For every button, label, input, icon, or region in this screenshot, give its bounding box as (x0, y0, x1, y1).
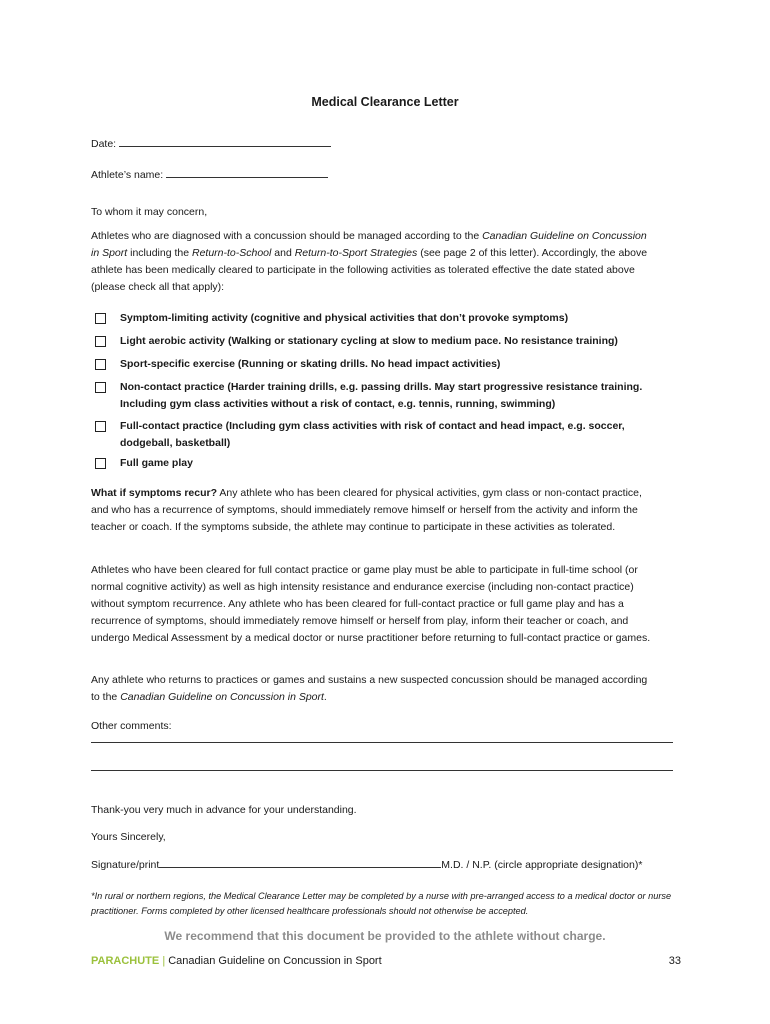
salutation: To whom it may concern, (91, 206, 208, 218)
new-concussion-paragraph (91, 672, 651, 706)
checklist-item (95, 418, 655, 452)
checkbox[interactable] (95, 313, 106, 324)
designation-text: M.D. / N.P. (circle appropriate designation)* (441, 859, 643, 871)
athlete-name-field[interactable] (166, 166, 328, 178)
comment-line-2[interactable] (91, 770, 673, 771)
footnote: *In rural or northern regions, the Medical Clearance Letter may be completed by a nurse with pre-arranged access to a medical doctor or nurse practitioner. Forms completed by other licensed healthcare professionals should not otherwise be accepted. (91, 891, 672, 916)
closing-text: Yours Sincerely, (91, 831, 166, 843)
intro-text-b: including the (127, 247, 192, 259)
date-label: Date: (91, 138, 117, 150)
intro-paragraph (91, 228, 651, 296)
cleared-paragraph (91, 562, 651, 647)
footer-title: Canadian Guideline on Concussion in Sport (168, 955, 382, 967)
page-footer (91, 954, 681, 969)
checklist-label: Symptom-limiting activity (cognitive and physical activities that don’t provoke symptoms) (120, 312, 569, 324)
new-concussion-guideline: Canadian Guideline on Concussion in Sport (120, 691, 324, 703)
signature-label: Signature/print (91, 859, 160, 871)
intro-return-to-sport: Return-to-Sport Strategies (294, 247, 418, 259)
checklist-item (95, 379, 655, 413)
other-comments-label: Other comments: (91, 720, 172, 732)
intro-text-d: (see page 2 of this letter). Accordingly, the above athlete has been medically cleared to participate in the following activities as tolerated effective the date stated above (please check all that apply): (91, 247, 648, 293)
signature-row (91, 856, 642, 874)
checkbox[interactable] (95, 382, 106, 393)
page-title: Medical Clearance Letter (311, 95, 459, 109)
checklist-label: Sport-specific exercise (Running or skating drills. No head impact activities) (120, 358, 501, 370)
no-charge-notice: We recommend that this document be provided to the athlete without charge. (164, 929, 606, 943)
checklist-item (95, 356, 655, 373)
new-concussion-text-a: Any athlete who returns to practices or games and sustains a new suspected concussion should be managed according to the (91, 674, 648, 703)
checkbox[interactable] (95, 421, 106, 432)
checklist-label: Light aerobic activity (Walking or stationary cycling at slow to medium pace. No resistance training) (120, 335, 618, 347)
athlete-row (91, 166, 328, 184)
date-row (91, 135, 331, 153)
checkbox[interactable] (95, 359, 106, 370)
page-number: 33 (668, 955, 681, 967)
comment-line-1[interactable] (91, 742, 673, 743)
checklist-item (95, 310, 655, 327)
checklist-label: Full game play (120, 457, 193, 469)
intro-return-to-school: Return-to-School (191, 247, 272, 259)
checkbox[interactable] (95, 336, 106, 347)
thanks-text: Thank-you very much in advance for your understanding. (91, 804, 357, 816)
checklist-item (95, 333, 655, 350)
recur-body: Any athlete who has been cleared for physical activities, gym class or non-contact practice, and who has a recurrence of symptoms, should immediately remove himself or herself from the activity and inform the teacher or coach. If the symptoms subside, the athlete may continue to participate in these activities as tolerated. (91, 487, 642, 533)
date-field[interactable] (119, 135, 331, 147)
intro-guideline: Canadian Guideline on Concussion in Sport (91, 230, 647, 259)
cleared-text: Athletes who have been cleared for full contact practice or game play must be able to participate in full-time school (or normal cognitive activity) as well as high intensity resistance and endurance exercise (including non-contact practice) without symptom recurrence. Any athlete who has been cleared for full-contact practice or full game play and has a recurrence of symptoms, should immediately remove himself or herself from play, inform their teacher or coach, and undergo Medical Assessment by a medical doctor or nurse practitioner before returning to full-contact practice or games. (91, 564, 651, 644)
recur-heading: What if symptoms recur? (91, 487, 218, 499)
intro-text-c: and (271, 247, 295, 259)
checkbox[interactable] (95, 458, 106, 469)
checklist-label: Full-contact practice (Including gym class activities with risk of contact and head impact, e.g. soccer, dodgeball, basketball) (120, 420, 625, 449)
athlete-label: Athlete’s name: (91, 169, 164, 181)
signature-field[interactable] (159, 856, 441, 868)
checklist-label: Non-contact practice (Harder training drills, e.g. passing drills. May start progressive resistance training. Including gym class activities without a risk of contact, e.g. tennis, running, swimming) (120, 381, 643, 410)
intro-text-a: Athletes who are diagnosed with a concussion should be managed according to the (91, 230, 483, 242)
checklist-item (95, 455, 655, 472)
footer-separator: | (162, 955, 166, 967)
parachute-logo-text: PARACHUTE (91, 955, 160, 967)
recur-paragraph (91, 485, 651, 536)
new-concussion-text-b: . (323, 691, 327, 703)
